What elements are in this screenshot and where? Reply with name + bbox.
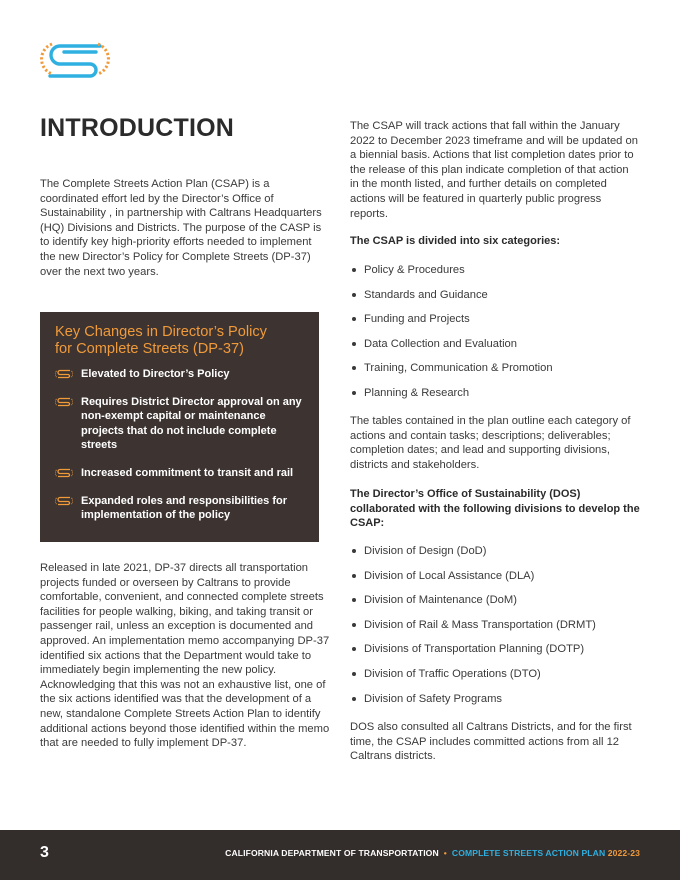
callout-item [55, 395, 305, 453]
callout-item [55, 367, 305, 382]
list-item: Training, Communication & Promotion [350, 361, 642, 375]
callout-item [55, 466, 305, 481]
csap-s-logo-icon [38, 38, 112, 80]
list-item: Division of Traffic Operations (DTO) [350, 667, 642, 681]
callout-title [55, 324, 305, 357]
callout-item-text: Expanded roles and responsibilities for implementation of the policy [81, 494, 287, 522]
list-item: Division of Design (DoD) [350, 544, 642, 558]
key-changes-callout [40, 312, 319, 542]
page-number: 3 [40, 844, 49, 861]
page-footer [0, 830, 680, 880]
footer-plan-name: COMPLETE STREETS ACTION PLAN [451, 848, 606, 858]
list-item: Funding and Projects [350, 312, 642, 326]
footer-title [225, 848, 640, 858]
categories-list [350, 263, 642, 411]
list-item: Data Collection and Evaluation [350, 337, 642, 351]
callout-item-text: Requires District Director approval on any non-exempt capital or maintenance projects that do not include complete streets [81, 395, 302, 452]
divisions-list [350, 544, 642, 716]
list-item: Division of Rail & Mass Transportation (DRMT) [350, 618, 642, 632]
intro-paragraph: The Complete Streets Action Plan (CSAP) is a coordinated effort led by the Director’s Office of Sustainability , in partnership with Caltrans Headquarters (HQ) Divisions and Districts. The purpose of the CASP is to identify key high-priority efforts needed to implement the new Director’s Policy for Complete Streets (DP-37) over the next two years. [40, 178, 322, 278]
callout-item [55, 494, 305, 523]
footer-year: 2022-23 [607, 848, 640, 858]
page-title: INTRODUCTION [40, 114, 235, 142]
list-item: Division of Safety Programs [350, 692, 642, 706]
list-item: Planning & Research [350, 386, 642, 400]
callout-title-line-1: Key Changes in Director’s Policy [55, 324, 267, 340]
categories-heading: The CSAP is divided into six categories: [350, 235, 561, 247]
s-bullet-icon [55, 369, 73, 379]
closing-paragraph: DOS also consulted all Caltrans Districts, and for the first time, the CSAP includes committed actions from all 12 Caltrans districts. [350, 721, 632, 763]
callout-item-text: Elevated to Director’s Policy [81, 368, 230, 380]
list-item: Divisions of Transportation Planning (DOTP) [350, 642, 642, 656]
s-bullet-icon [55, 496, 73, 506]
list-item: Policy & Procedures [350, 263, 642, 277]
list-item: Division of Maintenance (DoM) [350, 593, 642, 607]
s-bullet-icon [55, 468, 73, 478]
divisions-heading: The Director’s Office of Sustainability (DOS) collaborated with the following divisions to develop the CSAP: [350, 488, 640, 530]
list-item: Standards and Guidance [350, 288, 642, 302]
footer-separator: • [443, 848, 447, 858]
callout-title-line-2: for Complete Streets (DP-37) [55, 340, 244, 357]
tables-paragraph: The tables contained in the plan outline each category of actions and contain tasks; descriptions; deliverables; completion dates; and lead and supporting divisions, districts and stakeholders. [350, 415, 631, 471]
footer-department: CALIFORNIA DEPARTMENT OF TRANSPORTATION [225, 848, 439, 858]
list-item: Division of Local Assistance (DLA) [350, 569, 642, 583]
release-paragraph: Released in late 2021, DP-37 directs all transportation projects funded or overseen by Caltrans to provide comfortable, convenient, and connected complete streets facilities for people walking, biking, and taking transit or passenger rail, unless an exception is documented and approved. An implementation memo accompanying DP-37 identified six actions that the Department would take to immediately begin implementing the new policy. Acknowledging that this was not an exhaustive list, one of the six actions identified was that the development of a new, standalone Complete Streets Action Plan to identify additional actions beyond those identified within the memo that are needed to fully implement DP-37. [40, 562, 330, 750]
callout-item-text: Increased commitment to transit and rail [81, 466, 294, 479]
tracking-paragraph: The CSAP will track actions that fall within the January 2022 to December 2023 timeframe and will be updated on a biennial basis. Actions that list completion dates prior to the release of this plan indicate completion of that action in the month listed, and further details on completed actions will be featured in quarterly public progress reports. [350, 120, 638, 220]
s-bullet-icon [55, 397, 73, 407]
